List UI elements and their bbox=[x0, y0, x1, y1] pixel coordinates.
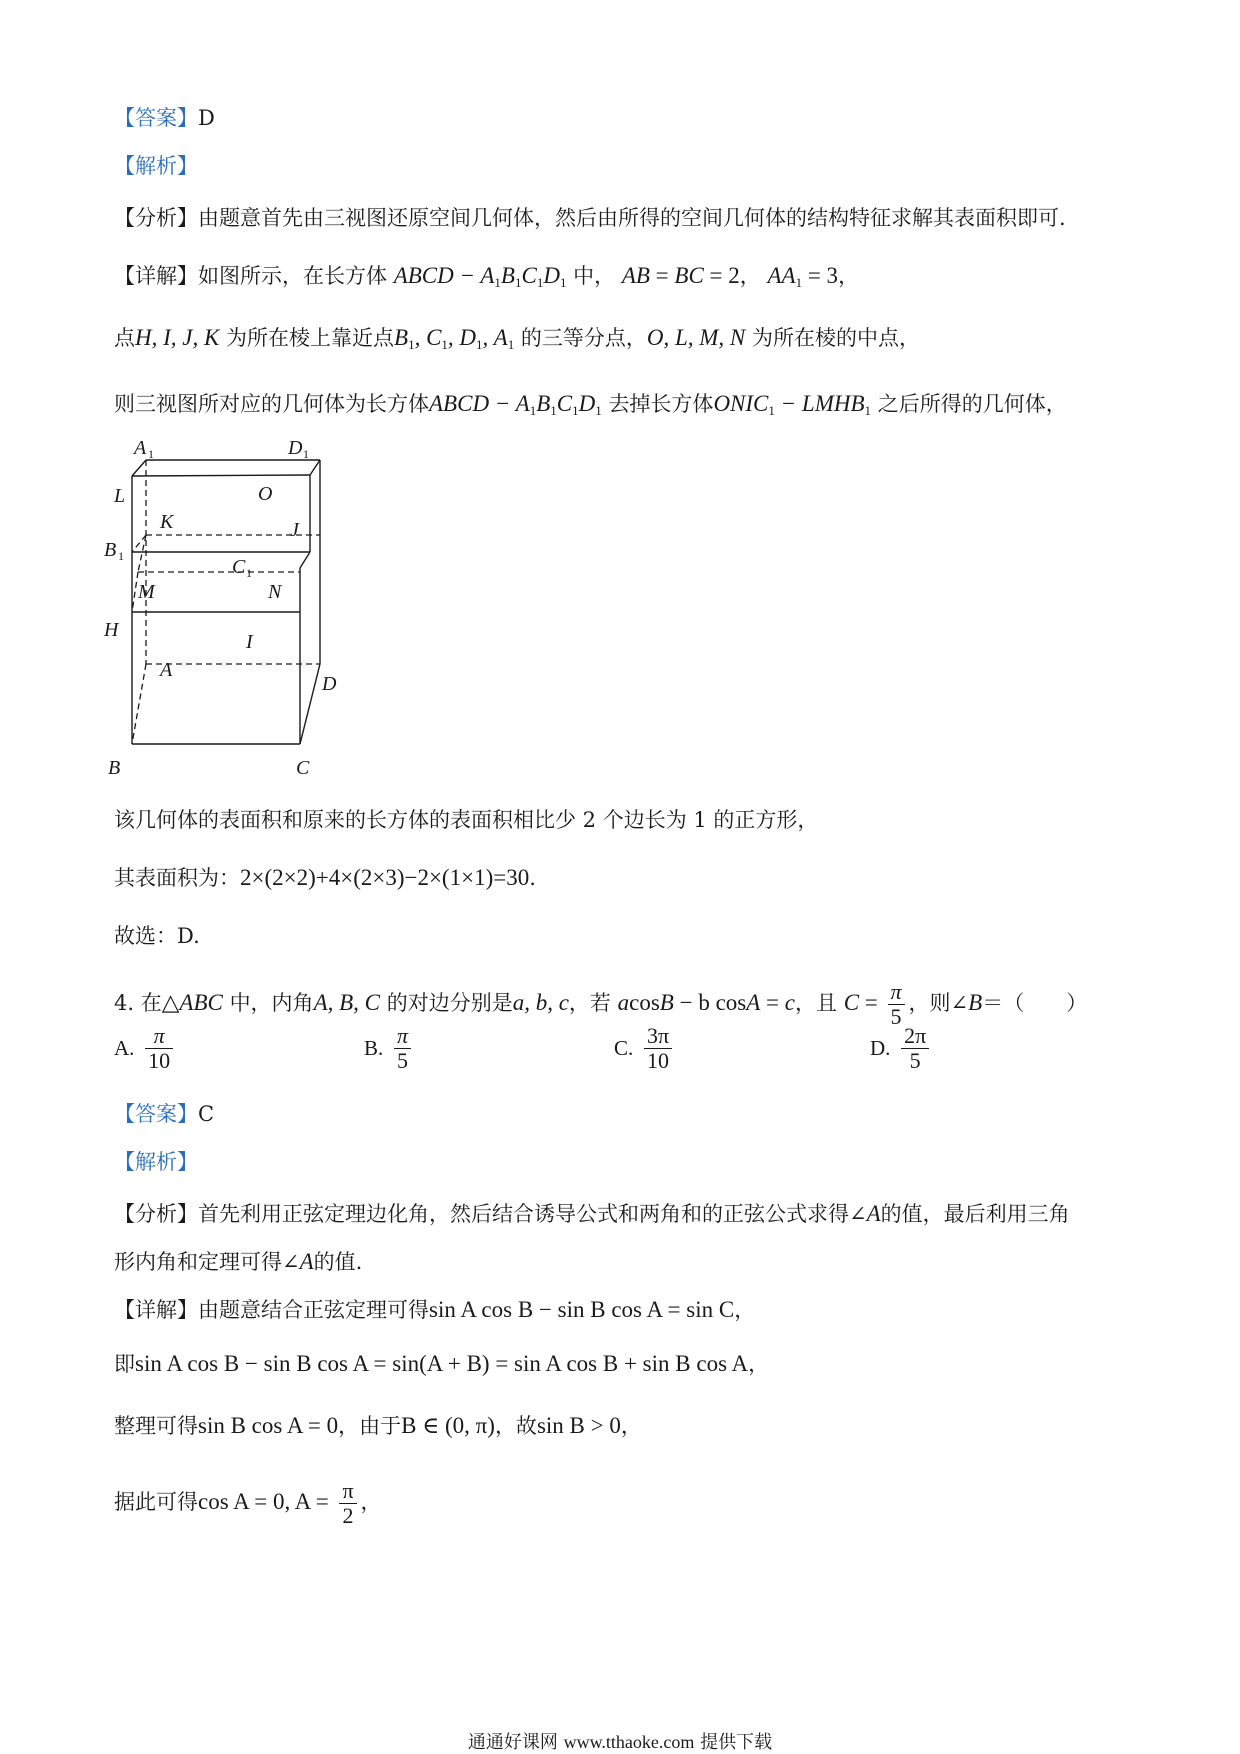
label-h: H bbox=[104, 619, 119, 641]
q4-step4: cos A = 0, A = bbox=[198, 1489, 329, 1514]
q4-step2-line bbox=[114, 1350, 769, 1378]
label-d1-sub: 1 bbox=[303, 447, 309, 461]
label-a1: A bbox=[134, 437, 147, 459]
edge-c-d bbox=[300, 664, 320, 744]
comma: ， bbox=[734, 1298, 756, 1322]
label-m: M bbox=[138, 581, 155, 603]
choose-line: 故选：D. bbox=[114, 924, 200, 948]
q4-stem-e: ，则∠ bbox=[908, 991, 969, 1015]
frac-pi-2-den: 2 bbox=[342, 1503, 354, 1528]
q4-stem-c: ，若 bbox=[568, 991, 611, 1015]
label-c1: C bbox=[232, 556, 246, 578]
compare-line: 该几何体的表面积和原来的长方体的表面积相比少 2 个边长为 1 的正方形， bbox=[114, 808, 819, 832]
option-a-label: A. bbox=[114, 1036, 135, 1060]
option-c-frac bbox=[644, 1024, 672, 1073]
label-a: A bbox=[160, 659, 173, 681]
option-d[interactable] bbox=[870, 1024, 933, 1073]
label-l: L bbox=[114, 485, 126, 507]
q4-answer-value: C bbox=[198, 1102, 215, 1126]
label-d1: D bbox=[288, 437, 303, 459]
q4-fenxi-text2: 形内角和定理可得∠ bbox=[114, 1250, 300, 1274]
comma: ， bbox=[748, 1352, 770, 1376]
footer-provide: 提供下载 bbox=[700, 1732, 773, 1753]
hidden-a-b bbox=[132, 664, 146, 744]
frac-pi-2 bbox=[339, 1479, 356, 1528]
comma: ， bbox=[838, 264, 860, 288]
footer-url[interactable]: www.tthaoke.com bbox=[563, 1732, 695, 1752]
label-n: N bbox=[268, 581, 282, 603]
then-text-a: 则三视图所对应的几何体为长方体 bbox=[114, 392, 429, 416]
q4-answer-tag: 【答案】 bbox=[114, 1102, 198, 1126]
q4-fenxi-line2: 形内角和定理可得∠A的值. bbox=[114, 1249, 363, 1274]
q4-stem-f: ＝（ ） bbox=[982, 991, 1088, 1015]
option-d-label: D. bbox=[870, 1036, 891, 1060]
area-prefix: 其表面积为： bbox=[114, 866, 240, 890]
q4-fenxi-text2b: 的值. bbox=[313, 1250, 363, 1274]
edge-c1-n bbox=[300, 552, 310, 568]
q4-answer-line bbox=[114, 1100, 214, 1128]
math-hijk: H, I, J, K bbox=[135, 325, 220, 350]
q4-step4-line bbox=[114, 1478, 382, 1528]
edge-a1-l bbox=[132, 460, 146, 476]
q4-stem-a: 中，内角 bbox=[229, 991, 314, 1015]
cuboid-figure bbox=[104, 437, 360, 785]
q4-triangle: △ABC bbox=[161, 990, 223, 1015]
analysis-tag: 【解析】 bbox=[114, 154, 198, 178]
frac-pi-5: $\frac{\pi}{5}$ bbox=[888, 980, 905, 1029]
q4-step3-prefix: 整理可得 bbox=[114, 1414, 198, 1438]
label-c1-sub: 1 bbox=[246, 566, 252, 580]
option-b-label: B. bbox=[364, 1036, 384, 1060]
q4-stem: 4. 在△ABC 中，内角A, B, C 的对边分别是a, b, c，若 acosB − b cosA = c，且 C = $\frac{\pi}{5}$ ，则∠B＝（ ） bbox=[114, 979, 1088, 1029]
q4-fenxi-text1: 首先利用正弦定理边化角，然后结合诱导公式和两角和的正弦公式求得∠ bbox=[198, 1202, 867, 1226]
q4-step3-b: sin B > 0 bbox=[536, 1413, 621, 1438]
then-text-c: 之后所得的几何体， bbox=[877, 392, 1067, 416]
q4-stem-d: ，且 bbox=[795, 991, 837, 1015]
math-olmn: O, L, M, N bbox=[646, 325, 746, 350]
page-footer bbox=[0, 1728, 1240, 1754]
xiangjie-text-b: 中， bbox=[573, 264, 616, 288]
math-aa1: $AA_1$ bbox=[767, 263, 803, 290]
fenxi-line bbox=[114, 204, 1066, 232]
option-a[interactable] bbox=[114, 1024, 177, 1073]
option-a-num: π bbox=[145, 1024, 173, 1049]
option-c-den: 10 bbox=[647, 1048, 669, 1073]
point-line bbox=[114, 324, 920, 359]
comma: ， bbox=[360, 1490, 382, 1514]
hidden-k-m bbox=[138, 535, 146, 572]
math-cuboid: ABCD − $A_1B_1C_1D_1$ bbox=[393, 263, 567, 290]
label-c: C bbox=[296, 757, 310, 779]
option-c[interactable] bbox=[614, 1024, 676, 1073]
xiangjie-line: 【详解】如图所示，在长方体 ABCD − $A_1B_1C_1D_1$ 中， AB = BC = 2， $AA_1 = 3$， bbox=[114, 263, 860, 290]
option-d-den: 5 bbox=[909, 1048, 921, 1073]
area-suffix: . bbox=[529, 866, 536, 890]
option-d-num: 2π bbox=[901, 1024, 929, 1049]
label-d: D bbox=[322, 673, 337, 695]
q4-step3-line bbox=[114, 1412, 642, 1440]
math-abc-upper: A, B, C bbox=[313, 990, 381, 1015]
q4-step3-mid: ，由于 bbox=[338, 1414, 402, 1438]
edge-l-o bbox=[132, 475, 310, 476]
q4-fenxi-line1: 【分析】首先利用正弦定理边化角，然后结合诱导公式和两角和的正弦公式求得∠A的值，最后利用三角 bbox=[114, 1201, 1070, 1226]
area-line bbox=[114, 864, 536, 892]
q4-xiangjie-tag: 【详解】 bbox=[114, 1298, 198, 1322]
label-a1-sub: 1 bbox=[148, 447, 154, 461]
fenxi-text: 由题意首先由三视图还原空间几何体，然后由所得的空间几何体的结构特征求解其表面积即可. bbox=[198, 206, 1066, 230]
q4-step3-range: B ∈ (0, π) bbox=[401, 1413, 495, 1438]
comma: ， bbox=[739, 264, 761, 288]
option-a-frac bbox=[145, 1024, 173, 1073]
label-j: J bbox=[290, 519, 299, 541]
q4-tri-name: ABC bbox=[179, 990, 223, 1015]
frac-pi-2-num: π bbox=[339, 1479, 356, 1504]
then-line bbox=[114, 390, 1067, 425]
q4-number: 4. 在 bbox=[114, 991, 162, 1015]
label-b1-sub: 1 bbox=[118, 549, 124, 563]
label-b: B bbox=[108, 757, 121, 779]
option-b-den: 5 bbox=[396, 1048, 408, 1073]
q4-stem-b: 的对边分别是 bbox=[386, 991, 513, 1015]
option-b-frac bbox=[394, 1024, 411, 1073]
option-d-frac bbox=[901, 1024, 929, 1073]
label-i: I bbox=[246, 631, 253, 653]
math-ab-bc: AB bbox=[621, 263, 650, 288]
q4-fenxi-text1b: 的值，最后利用三角 bbox=[880, 1202, 1070, 1226]
label-b1: B bbox=[104, 539, 117, 561]
label-o: O bbox=[258, 483, 273, 505]
option-c-num: 3π bbox=[644, 1024, 672, 1049]
q4-step2-prefix: 即 bbox=[114, 1352, 135, 1376]
option-c-label: C. bbox=[614, 1036, 634, 1060]
q4-step2: sin A cos B − sin B cos A = sin(A + B) = sin A cos B + sin B cos A bbox=[135, 1351, 749, 1376]
point-text-a: 点 bbox=[114, 326, 135, 350]
math-condition: a bbox=[617, 990, 630, 1015]
fenxi-tag: 【分析】 bbox=[114, 206, 198, 230]
point-text-c: 的三等分点， bbox=[520, 326, 647, 350]
q4-xiangjie-a: 由题意结合正弦定理可得 bbox=[198, 1298, 429, 1322]
xiangjie-tag: 【详解】 bbox=[114, 264, 198, 288]
option-b-num: π bbox=[394, 1024, 411, 1049]
math-b1c1d1a1: $B_1$, $C_1$, $D_1$, $A_1$ bbox=[394, 325, 515, 352]
point-text-d: 为所在棱的中点， bbox=[751, 326, 920, 350]
q4-step3-mid2: ，故 bbox=[494, 1414, 537, 1438]
q4-step1: sin A cos B − sin B cos A = sin C bbox=[429, 1297, 735, 1322]
q4-analysis-tag: 【解析】 bbox=[114, 1150, 198, 1174]
q4-xiangjie-line bbox=[114, 1296, 755, 1324]
comma: ， bbox=[620, 1414, 642, 1438]
footer-site: 通通好课网 bbox=[467, 1732, 558, 1753]
then-text-b: 去掉长方体 bbox=[608, 392, 714, 416]
math-onic1: $ONIC_1$ − $LMHB_1$ bbox=[713, 391, 872, 418]
math-cuboid-2: ABCD − $A_1B_1C_1D_1$ bbox=[429, 391, 602, 418]
hidden-k-b1 bbox=[132, 535, 146, 552]
q4-step4-prefix: 据此可得 bbox=[114, 1490, 198, 1514]
q4-fenxi-tag: 【分析】 bbox=[114, 1202, 198, 1226]
answer-tag: 【答案】 bbox=[114, 106, 198, 130]
xiangjie-text-a: 如图所示，在长方体 bbox=[198, 264, 387, 288]
option-b[interactable] bbox=[364, 1024, 415, 1073]
edge-d1-o bbox=[310, 460, 320, 475]
label-k: K bbox=[160, 511, 174, 533]
area-formula: 2×(2×2)+4×(2×3)−2×(1×1)=30 bbox=[240, 865, 530, 890]
q4-step3: sin B cos A = 0 bbox=[198, 1413, 339, 1438]
math-c-eq: C bbox=[843, 990, 860, 1015]
answer-line bbox=[114, 104, 215, 132]
math-abc-lower: a, b, c bbox=[512, 990, 569, 1015]
option-a-den: 10 bbox=[148, 1048, 171, 1073]
point-text-b: 为所在棱上靠近点 bbox=[226, 326, 395, 350]
answer-value: D bbox=[198, 106, 215, 130]
